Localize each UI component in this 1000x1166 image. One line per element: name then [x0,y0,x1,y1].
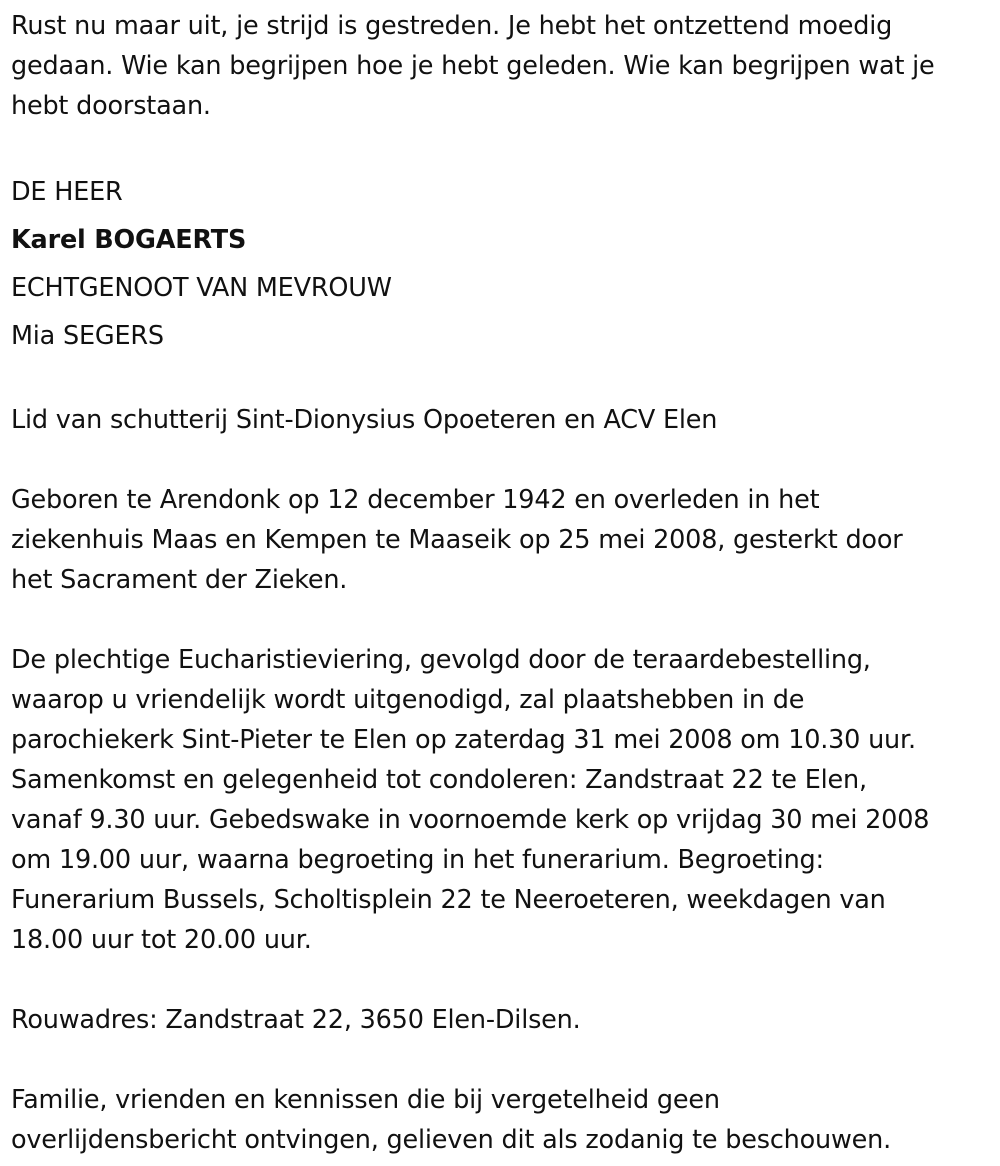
ceremony-line: Samenkomst en gelegenheid tot condoleren: Zandstraat 22 te Elen, [11,765,867,795]
deceased-name: Karel BOGAERTS [11,225,247,255]
membership-block [11,400,996,440]
poem-line: gedaan. Wie kan begrijpen hoe je hebt geleden. Wie kan begrijpen wat je [11,51,935,81]
birth-death-line: Geboren te Arendonk op 12 december 1942 en overleden in het [11,485,820,515]
birth-death-line: ziekenhuis Maas en Kempen te Maaseik op 25 mei 2008, gesterkt door [11,525,903,555]
ceremony-line: Funerarium Bussels, Scholtisplein 22 te Neeroeteren, weekdagen van [11,885,886,915]
mourning-address: Rouwadres: Zandstraat 22, 3650 Elen-Dilsen. [11,1005,581,1035]
ceremony-line: vanaf 9.30 uur. Gebedswake in voornoemde kerk op vrijdag 30 mei 2008 [11,805,930,835]
deceased-title: DE HEER [11,177,123,207]
deceased-relation: ECHTGENOOT VAN MEVROUW [11,273,392,303]
ceremony-line: om 19.00 uur, waarna begroeting in het funerarium. Begroeting: [11,845,824,875]
closing-block [11,1080,996,1160]
ceremony-line: De plechtige Eucharistieviering, gevolgd door de teraardebestelling, [11,645,871,675]
spouse-name: Mia SEGERS [11,321,164,351]
poem [11,6,996,126]
ceremony-line: parochiekerk Sint-Pieter te Elen op zaterdag 31 mei 2008 om 10.30 uur. [11,725,916,755]
ceremony-block [11,640,996,960]
address-block [11,1000,996,1040]
deceased-block [11,168,996,360]
birth-death-block [11,480,996,600]
closing-line: Familie, vrienden en kennissen die bij vergetelheid geen [11,1085,720,1115]
closing-line: overlijdensbericht ontvingen, gelieven dit als zodanig te beschouwen. [11,1125,892,1155]
obituary-document [11,0,996,1160]
birth-death-line: het Sacrament der Zieken. [11,565,348,595]
poem-line: Rust nu maar uit, je strijd is gestreden. Je hebt het ontzettend moedig [11,11,893,41]
ceremony-line: 18.00 uur tot 20.00 uur. [11,925,312,955]
membership-text: Lid van schutterij Sint-Dionysius Opoeteren en ACV Elen [11,405,718,435]
ceremony-line: waarop u vriendelijk wordt uitgenodigd, zal plaatshebben in de [11,685,805,715]
poem-line: hebt doorstaan. [11,91,211,121]
